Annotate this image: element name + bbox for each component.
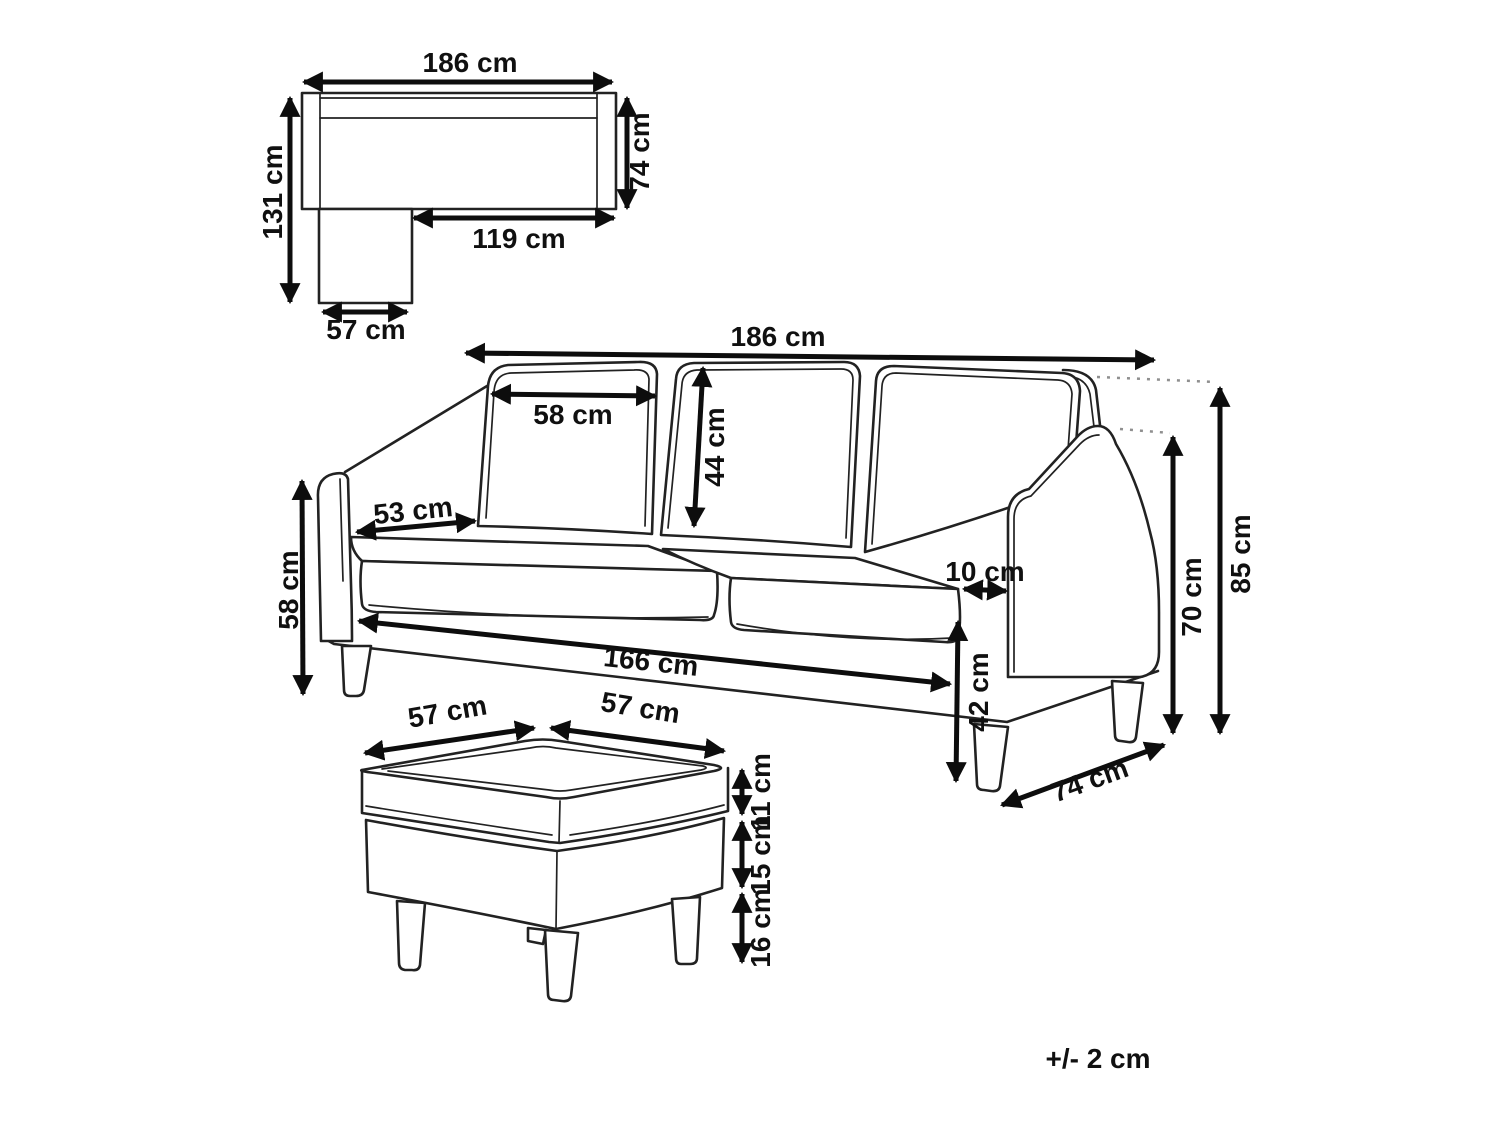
dim-ottoman-top-b (551, 686, 724, 751)
dim-label: 131 cm (257, 144, 288, 240)
dim-label: 44 cm (699, 407, 730, 487)
dim-line (466, 353, 1154, 360)
dim-label: 57 cm (405, 689, 490, 734)
dim-arm-height (1173, 437, 1207, 733)
sofa-left-arm (318, 473, 352, 641)
dim-label: 85 cm (1225, 514, 1256, 594)
seat-cushion-2-front (730, 578, 961, 642)
tolerance-note: +/- 2 cm (1045, 1043, 1151, 1074)
dim-line (964, 589, 1006, 591)
plan-sofa-outline (302, 93, 616, 209)
dim-label: 119 cm (472, 223, 566, 254)
dim-label: 15 cm (745, 815, 776, 895)
dim-label: 57 cm (598, 686, 683, 730)
plan-chaise-outline (319, 209, 412, 303)
sofa-leg-front-left (342, 646, 371, 696)
back-cushion-2 (661, 362, 860, 547)
dim-sofa-width (466, 321, 1154, 360)
ottoman-leg-front (545, 930, 578, 1001)
sofa-leg-back-right (1112, 681, 1143, 742)
dim-plan-chaise-width (323, 312, 407, 345)
dim-label: 58 cm (273, 550, 304, 630)
dim-plan-sofa-depth (624, 98, 655, 208)
dim-plan-width (304, 47, 612, 82)
sofa-view (273, 321, 1256, 808)
sofa-back-left-edge (345, 386, 487, 472)
dim-label: 11 cm (745, 753, 776, 831)
dim-line (956, 622, 958, 781)
dim-label: 53 cm (371, 490, 455, 531)
seat-cushion-1-front (361, 561, 718, 620)
dim-ottoman-leg-height (742, 888, 776, 967)
dim-total-height (1220, 388, 1256, 733)
leader-total-height (1097, 377, 1216, 382)
ottoman-view (361, 686, 776, 1001)
dim-label: 16 cm (745, 888, 776, 968)
dim-label: 186 cm (422, 47, 518, 78)
dim-label: 70 cm (1176, 557, 1207, 637)
plan-view (257, 47, 655, 345)
ottoman-base-seam (556, 851, 557, 929)
ottoman-leg-back (528, 928, 546, 944)
dim-label: 166 cm (602, 641, 700, 682)
dim-label: 42 cm (963, 652, 994, 732)
ottoman-leg-right (672, 897, 700, 964)
dim-arm-width (945, 556, 1024, 591)
dim-label: 74 cm (1047, 751, 1133, 809)
dim-line (492, 394, 655, 396)
leader-arm-height (1120, 429, 1170, 433)
dim-plan-open-width (414, 218, 614, 254)
ottoman-cushion-seam (559, 801, 560, 843)
dim-seat-depth (357, 491, 475, 532)
dim-label: 58 cm (533, 399, 613, 430)
dim-depth (1002, 745, 1164, 808)
sofa-leg-front-right (974, 724, 1008, 791)
dim-label: 10 cm (945, 556, 1025, 587)
dim-left-arm-height (273, 481, 304, 694)
ottoman-leg-left (397, 901, 425, 970)
dim-plan-depth (257, 98, 290, 302)
dim-label: 74 cm (624, 112, 655, 192)
back-cushion-1 (478, 362, 657, 534)
dim-label: 57 cm (326, 314, 406, 345)
dim-label: 186 cm (730, 321, 826, 352)
dim-ottoman-base-height (742, 815, 776, 894)
